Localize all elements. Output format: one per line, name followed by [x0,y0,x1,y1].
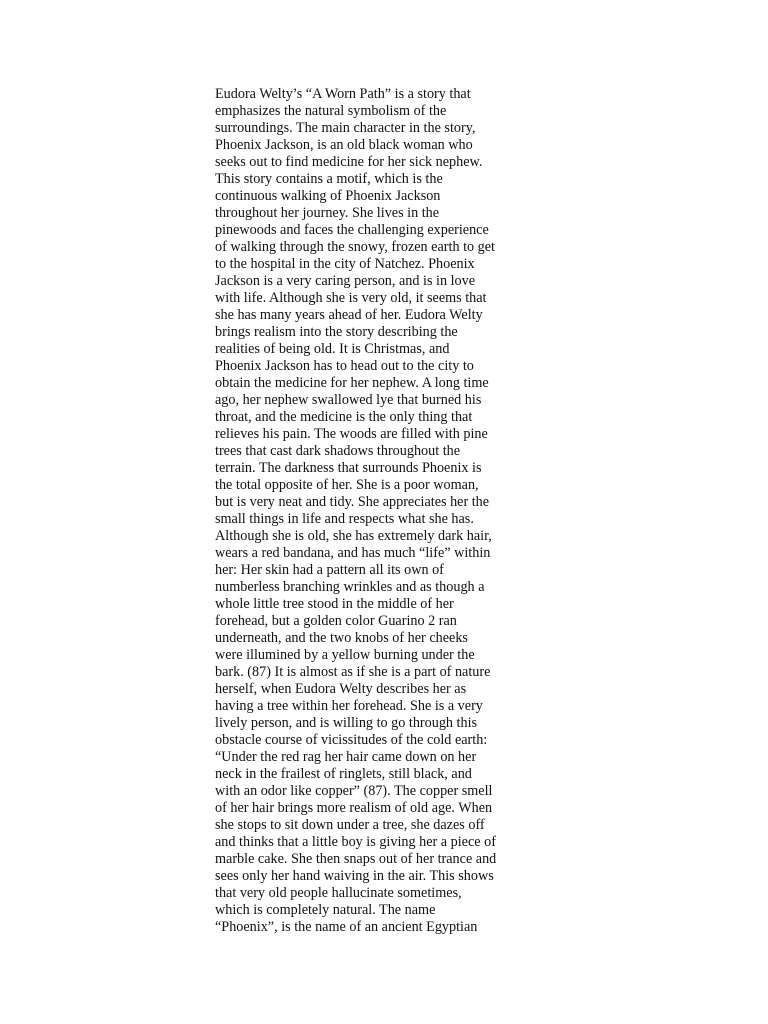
text-line: Although she is old, she has extremely dark hair, [215,528,492,544]
text-line: but is very neat and tidy. She appreciates her the [215,494,490,510]
text-line: “Under the red rag her hair came down on her [215,749,477,765]
text-line: realities of being old. It is Christmas, and [215,341,450,357]
essay-body-text [215,86,535,936]
text-line: that very old people hallucinate sometimes, [215,885,462,901]
text-line: throat, and the medicine is the only thing that [215,409,473,425]
text-line: which is completely natural. The name [215,902,436,918]
text-line: and thinks that a little boy is giving her a piece of [215,834,496,850]
text-line: small things in life and respects what she has. [215,511,474,527]
text-line: throughout her journey. She lives in the [215,205,440,221]
text-line: surroundings. The main character in the story, [215,120,476,136]
text-line: her: Her skin had a pattern all its own of [215,562,444,578]
text-line: pinewoods and faces the challenging experience [215,222,489,238]
text-line: Eudora Welty’s “A Worn Path” is a story that [215,86,471,102]
text-line: of walking through the snowy, frozen earth to get [215,239,495,255]
text-line: sees only her hand waiving in the air. This shows [215,868,494,884]
text-line: “Phoenix”, is the name of an ancient Egyptian [215,919,478,935]
text-line: wears a red bandana, and has much “life” within [215,545,491,561]
text-line: underneath, and the two knobs of her cheeks [215,630,468,646]
text-line: with an odor like copper” (87). The copper smell [215,783,493,799]
text-line: terrain. The darkness that surrounds Phoenix is [215,460,482,476]
text-line: whole little tree stood in the middle of her [215,596,454,612]
text-line: were illumined by a yellow burning under the [215,647,475,663]
text-line: she has many years ahead of her. Eudora Welty [215,307,483,323]
text-line: relieves his pain. The woods are filled with pine [215,426,488,442]
text-line: Phoenix Jackson has to head out to the city to [215,358,474,374]
text-line: bark. (87) It is almost as if she is a part of nature [215,664,491,680]
text-line: herself, when Eudora Welty describes her as [215,681,467,697]
text-line: numberless branching wrinkles and as though a [215,579,485,595]
text-line: with life. Although she is very old, it seems that [215,290,487,306]
text-line: ago, her nephew swallowed lye that burned his [215,392,482,408]
text-line: of her hair brings more realism of old age. When [215,800,493,816]
text-line: trees that cast dark shadows throughout the [215,443,461,459]
text-line: obstacle course of vicissitudes of the cold earth: [215,732,488,748]
text-line: continuous walking of Phoenix Jackson [215,188,441,204]
text-line: forehead, but a golden color Guarino 2 ran [215,613,457,629]
text-line: neck in the frailest of ringlets, still black, and [215,766,472,782]
text-line: This story contains a motif, which is the [215,171,443,187]
text-line: marble cake. She then snaps out of her trance and [215,851,497,867]
text-line: seeks out to find medicine for her sick nephew. [215,154,483,170]
text-line: having a tree within her forehead. She is a very [215,698,483,714]
text-line: she stops to sit down under a tree, she dazes off [215,817,485,833]
text-line: Phoenix Jackson, is an old black woman who [215,137,473,153]
text-line: to the hospital in the city of Natchez. Phoenix [215,256,475,272]
text-line: the total opposite of her. She is a poor woman, [215,477,479,493]
text-line: lively person, and is willing to go through this [215,715,478,731]
text-line: obtain the medicine for her nephew. A long time [215,375,489,391]
text-line: brings realism into the story describing the [215,324,458,340]
text-line: emphasizes the natural symbolism of the [215,103,447,119]
text-line: Jackson is a very caring person, and is in love [215,273,476,289]
